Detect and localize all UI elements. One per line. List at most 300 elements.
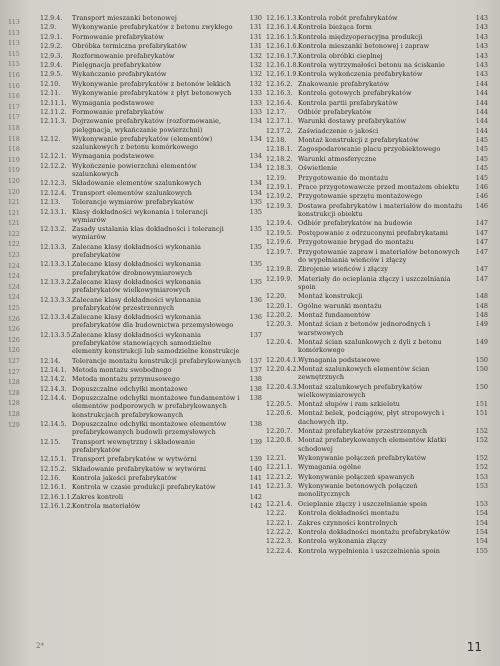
toc-entry-page: 139: [249, 437, 262, 446]
toc-entry-number: 12.17.: [266, 107, 287, 116]
toc-entry-number: 12.9.2.: [40, 42, 63, 51]
toc-entry-page: 135: [249, 278, 262, 287]
toc-entry-title: Kontrola w czasie produkcji prefabrykatów: [72, 483, 216, 492]
toc-entry-title: Składowanie elementów szalunkowych: [72, 179, 202, 188]
toc-entry-title: Wykończenie powierzchni elementów szalunkowych: [72, 161, 197, 179]
toc-entry-number: 12.16.: [40, 473, 61, 482]
toc-entry: [266, 136, 488, 144]
toc-entry-page: 134: [249, 134, 262, 143]
toc-entry: [266, 117, 488, 125]
toc-entry-title: Wykonywanie prefabrykatów z betonów lekkich: [72, 79, 231, 88]
toc-entry: [40, 260, 262, 276]
toc-entry-title: Montaż konstrukcji z prefabrykatów: [298, 136, 419, 145]
toc-entry-number: 12.22.: [266, 509, 287, 518]
toc-entry-page: 134: [249, 188, 262, 197]
toc-entry: [266, 265, 488, 273]
toc-entry-page: 151: [475, 400, 488, 409]
toc-entry-title: Wykonywanie połączeń prefabrykatów: [298, 454, 427, 463]
toc-entry: [40, 483, 262, 491]
margin-page-number: 113: [8, 40, 20, 48]
toc-entry: [266, 89, 488, 97]
toc-entry-page: 137: [249, 356, 262, 365]
toc-entry-page: 136: [249, 313, 262, 322]
toc-entry: [40, 162, 262, 178]
toc-entry-title: Wykonywanie betonowych połączeń monolitycznych: [298, 482, 418, 499]
toc-entry-number: 12.19.3.: [266, 201, 293, 210]
margin-page-number: 124: [8, 283, 20, 291]
toc-entry-number: 12.14.2.: [40, 375, 67, 384]
toc-entry-title: Odbiór prefabrykatów: [298, 107, 372, 116]
toc-entry: [266, 519, 488, 527]
toc-entry-title: Klasy dokładności wykonania i tolerancji wymiarów: [72, 207, 208, 224]
toc-entry-page: 152: [475, 463, 488, 472]
toc-entry-number: 12.16.1.6.: [266, 42, 299, 51]
toc-entry-title: Ocieplanie złączy i uszczelnianie spoin: [298, 499, 428, 508]
toc-entry-title: Postępowanie z odrzuconymi prefabrykatami: [298, 228, 448, 237]
toc-entry-page: 144: [475, 79, 488, 88]
margin-page-number: 118: [8, 124, 20, 132]
toc-entry-title: Znakowanie prefabrykatów: [298, 79, 390, 88]
toc-entry-title: Kontrola wykończenia prefabrykatów: [298, 70, 423, 79]
toc-entry-title: Przygotowanie zapraw i materiałów betonowych do wypełniania wieńców i złączy: [298, 247, 460, 264]
margin-page-number: 115: [8, 50, 20, 58]
toc-entry-number: 12.16.3.: [266, 89, 293, 98]
toc-entry-page: 134: [249, 161, 262, 170]
toc-entry: [266, 23, 488, 31]
toc-entry-title: Kontrola wypełnienia i uszczelnienia spoin: [298, 546, 441, 555]
toc-entry: [40, 296, 262, 312]
toc-entry-page: 142: [249, 492, 262, 501]
margin-page-number: 124: [8, 294, 20, 302]
toc-entry-page: 133: [249, 107, 262, 116]
toc-entry-title: Kontrola wytrzymałości betonu na ściskanie: [298, 60, 445, 69]
margin-page-number: 116: [8, 71, 20, 79]
margin-page-number: 128: [8, 400, 20, 408]
toc-entry-number: 12.12.: [40, 134, 61, 143]
margin-page-number: 116: [8, 82, 20, 90]
toc-entry-number: 12.13.2.: [40, 225, 67, 234]
toc-entry-page: 146: [475, 192, 488, 201]
toc-entry: [40, 225, 262, 241]
margin-page-number: 121: [8, 209, 20, 217]
toc-entry: [266, 292, 488, 300]
toc-entry: [40, 89, 262, 97]
toc-entry-number: 12.16.1.5.: [266, 32, 299, 41]
toc-entry-page: 133: [249, 89, 262, 98]
toc-entry: [40, 313, 262, 329]
toc-entry-page: 137: [249, 365, 262, 374]
toc-entry: [266, 537, 488, 545]
toc-entry: [266, 155, 488, 163]
toc-entry-title: Kontrola robót prefabrykatów: [298, 14, 398, 22]
toc-entry-title: Zaświadczenie o jakości: [298, 126, 379, 135]
toc-entry-page: 150: [475, 364, 488, 373]
toc-entry-number: 12.9.1.: [40, 32, 63, 41]
toc-entry: [266, 509, 488, 517]
toc-entry-title: Tolerancje wymiarów prefabrykatów: [72, 198, 194, 207]
toc-entry-title: Kontrola bieżąca form: [298, 23, 372, 32]
toc-entry: [266, 42, 488, 50]
toc-entry-title: Wykonywanie prefabrykatów (elementów) szalunkowych z betonu komórkowego: [72, 134, 213, 152]
margin-page-number: 115: [8, 61, 20, 69]
toc-entry-number: 12.15.: [40, 437, 61, 446]
toc-entry-number: 12.11.2.: [40, 107, 67, 116]
toc-entry: [266, 436, 488, 452]
toc-entry-title: Montaż fundamentów: [298, 310, 371, 319]
toc-entry: [40, 33, 262, 41]
toc-entry: [40, 14, 262, 22]
margin-page-number: 116: [8, 93, 20, 101]
toc-entry-page: 146: [475, 201, 488, 210]
toc-entry-title: Formowanie prefabrykatów: [72, 32, 164, 41]
toc-entry-number: 12.19.1.: [266, 183, 293, 192]
toc-entry-number: 12.16.1.4.: [266, 23, 299, 32]
toc-entry-title: Dopuszczalne odchyłki montażowe fundamentów i elementów podporowych w prefabrykowanych konstrukcjach prefabrykowanych: [72, 394, 240, 419]
toc-entry: [40, 117, 262, 133]
toc-entry-title: Transport mieszanki betonowej: [72, 14, 177, 22]
toc-entry-page: 144: [475, 107, 488, 116]
toc-entry-page: 141: [249, 473, 262, 482]
toc-entry-number: 12.20.4.: [266, 337, 293, 346]
toc-entry: [266, 14, 488, 22]
toc-entry-number: 12.20.: [266, 292, 287, 301]
toc-entry-number: 12.14.: [40, 356, 61, 365]
toc-entry-number: 12.19.6.: [266, 238, 293, 247]
toc-entry-number: 12.19.7.: [266, 247, 293, 256]
toc-entry: [40, 493, 262, 501]
toc-entry: [40, 70, 262, 78]
toc-entry-number: 12.17.1.: [266, 117, 293, 126]
toc-entry-number: 12.20.1.: [266, 301, 293, 310]
toc-entry: [266, 500, 488, 508]
toc-entry-number: 12.22.4.: [266, 546, 293, 555]
margin-page-number: 122: [8, 241, 20, 249]
toc-entry-number: 12.16.1.8.: [266, 60, 299, 69]
margin-page-number: 113: [8, 19, 20, 26]
margin-page-number: 119: [8, 156, 20, 164]
margin-page-number: 118: [8, 135, 20, 143]
margin-page-number: 124: [8, 273, 20, 281]
toc-entry-number: 12.15.1.: [40, 455, 67, 464]
toc-entry-page: 147: [475, 219, 488, 228]
toc-entry-page: 143: [475, 60, 488, 69]
toc-entry-number: 12.14.3.: [40, 384, 67, 393]
toc-entry-page: 145: [475, 164, 488, 173]
toc-entry: [40, 189, 262, 197]
toc-entry-title: Kontrola wykonania złączy: [298, 537, 387, 546]
toc-entry-page: 135: [249, 207, 262, 216]
toc-entry-page: 135: [249, 260, 262, 269]
toc-entry-page: 130: [249, 14, 262, 22]
toc-entry-number: 12.14.5.: [40, 419, 67, 428]
toc-entry: [40, 80, 262, 88]
toc-entry-number: 12.10.: [40, 79, 61, 88]
margin-page-number: 129: [8, 421, 20, 429]
toc-entry-page: 147: [475, 274, 488, 283]
toc-entry-title: Wykonywanie prefabrykatów z betonu zwykłego: [72, 23, 233, 32]
toc-entry-number: 12.21.1.: [266, 463, 293, 472]
toc-entry: [266, 108, 488, 116]
margin-page-number: 126: [8, 347, 20, 355]
toc-entry: [40, 438, 262, 454]
toc-entry: [40, 198, 262, 206]
toc-entry-number: 12.21.2.: [266, 472, 293, 481]
toc-entry-number: 12.13.3.1.: [40, 260, 73, 269]
toc-entry-number: 12.9.3.: [40, 51, 63, 60]
toc-entry-title: Pielęgnacja prefabrykatów: [72, 60, 162, 69]
toc-entry-number: 12.16.2.: [266, 79, 293, 88]
toc-entry-title: Składowanie prefabrykatów w wytwórni: [72, 464, 207, 473]
toc-entry-title: Przygotowanie do montażu: [298, 173, 389, 182]
toc-entry-number: 12.13.3.5.: [40, 330, 73, 339]
toc-entry-title: Kontrola gotowych prefabrykatów: [298, 89, 412, 98]
margin-page-number: 113: [8, 29, 20, 37]
toc-entry-number: 12.20.3.: [266, 320, 293, 329]
margin-page-number: 123: [8, 252, 20, 260]
margin-page-number: 117: [8, 114, 20, 122]
toc-entry-page: 145: [475, 173, 488, 182]
toc-entry-number: 12.21.4.: [266, 499, 293, 508]
toc-entry-number: 12.16.1.2.: [40, 502, 73, 511]
toc-entry-title: Ogólne warunki montażu: [298, 301, 382, 310]
toc-entry-number: 12.18.: [266, 136, 287, 145]
toc-entry-page: 152: [475, 427, 488, 436]
toc-entry-number: 12.20.4.2.: [266, 364, 299, 373]
margin-page-number: 122: [8, 230, 20, 238]
toc-entry-page: 147: [475, 265, 488, 274]
toc-entry: [266, 547, 488, 555]
toc-entry-page: 143: [475, 32, 488, 41]
toc-entry-number: 12.21.3.: [266, 482, 293, 491]
toc-entry-page: 135: [249, 225, 262, 234]
toc-entry-title: Wykonywanie prefabrykatów z płyt betonowych: [72, 89, 232, 98]
toc-entry-title: Wymagania podstawowe: [298, 355, 381, 364]
toc-entry-title: Montaż szalunkowych elementów ścian zewnętrznych: [298, 364, 430, 382]
toc-entry: [40, 61, 262, 69]
toc-entry-title: Obróbka termiczna prefabrykatów: [72, 42, 187, 51]
toc-entry-title: Kontrola dokładności montażu prefabrykatów: [298, 528, 451, 536]
toc-entry-page: 144: [475, 98, 488, 107]
toc-entry-number: 12.15.2.: [40, 464, 67, 473]
toc-entry-number: 12.16.1.1.: [40, 492, 73, 501]
toc-entry: [266, 52, 488, 60]
margin-page-number: 126: [8, 315, 20, 323]
toc-entry: [40, 179, 262, 187]
toc-entry: [40, 357, 262, 365]
toc-entry-title: Zakres kontroli: [72, 492, 124, 501]
toc-entry-number: 12.14.1.: [40, 365, 67, 374]
toc-entry: [40, 366, 262, 374]
toc-entry-number: 12.13.3.2.: [40, 278, 73, 287]
toc-entry: [266, 356, 488, 364]
toc-entry-page: 143: [475, 42, 488, 51]
toc-entry-page: 131: [249, 23, 262, 32]
toc-entry-number: 12.13.: [40, 198, 61, 207]
toc-entry: [266, 183, 488, 191]
toc-entry-number: 12.11.: [40, 89, 61, 98]
toc-entry-page: 144: [475, 89, 488, 98]
toc-entry-page: 134: [249, 117, 262, 126]
toc-entry-number: 12.19.2.: [266, 192, 293, 201]
toc-entry-title: Transport wewnętrzny i składowanie prefabrykatów: [72, 437, 196, 454]
toc-entry-title: Materiały do ocieplania złączy i uszczelniania spoin: [298, 274, 451, 291]
toc-entry-number: 12.16.1.: [40, 483, 67, 492]
toc-entry-page: 148: [475, 301, 488, 310]
margin-page-number: 128: [8, 410, 20, 418]
toc-entry-title: Dojrzewanie prefabrykatów (rozformowanie, pielęgnacja, wykańczanie powierzchni): [72, 117, 222, 134]
toc-entry-title: Dopuszczalne odchyłki montażowe: [72, 384, 188, 393]
toc-entry-title: Zakres czynności kontrolnych: [298, 518, 398, 527]
toc-entry: [266, 248, 488, 264]
toc-entry-title: Tolerancje montażu konstrukcji prefabrykowanych: [72, 356, 242, 365]
toc-entry: [266, 311, 488, 319]
toc-entry: [40, 394, 262, 419]
toc-entry-page: 131: [249, 42, 262, 51]
toc-entry: [266, 409, 488, 425]
toc-entry-number: 12.19.5.: [266, 228, 293, 237]
toc-entry: [266, 174, 488, 182]
toc-entry-page: 131: [249, 32, 262, 41]
left-margin-numbers: [8, 18, 32, 431]
toc-entry-page: 145: [475, 145, 488, 154]
toc-entry-page: 154: [475, 518, 488, 527]
toc-entry-title: Przygotowanie brygad do montażu: [298, 238, 414, 247]
toc-entry-number: 12.18.2.: [266, 154, 293, 163]
toc-entry-page: 138: [249, 419, 262, 428]
toc-entry-number: 12.18.1.: [266, 145, 293, 154]
toc-entry: [266, 99, 488, 107]
toc-entry-page: 133: [249, 98, 262, 107]
toc-entry-number: 12.22.1.: [266, 518, 293, 527]
margin-page-number: 120: [8, 177, 20, 185]
toc-entry: [40, 152, 262, 160]
toc-entry-title: Przygotowanie sprzętu montażowego: [298, 192, 423, 201]
toc-entry: [266, 33, 488, 41]
toc-entry: [266, 219, 488, 227]
toc-entry: [40, 474, 262, 482]
toc-entry-number: 12.16.1.7.: [266, 51, 299, 60]
toc-entry-number: 12.13.3.4.: [40, 313, 73, 322]
toc-entry: [266, 473, 488, 481]
toc-entry-number: 12.16.4.: [266, 98, 293, 107]
toc-entry-title: Dopuszczalne odchyłki montażowe elementów prefabrykowanych budowli przemysłowych: [72, 419, 227, 437]
toc-entry: [266, 400, 488, 408]
toc-entry: [40, 375, 262, 383]
toc-entry-title: Formowanie prefabrykatów: [72, 107, 164, 116]
toc-entry-page: 150: [475, 382, 488, 391]
toc-entry-title: Kontrola obróbki cieplnej: [298, 51, 383, 60]
page-number: 11: [466, 640, 482, 654]
toc-entry-number: 12.12.1.: [40, 152, 67, 161]
toc-entry-page: 138: [249, 375, 262, 384]
margin-page-number: 127: [8, 368, 20, 376]
toc-entry-title: Zbrojenie wieńców i złączy: [298, 265, 388, 274]
toc-entry: [266, 427, 488, 435]
toc-entry-number: 12.13.3.: [40, 242, 67, 251]
toc-entry-page: 134: [249, 152, 262, 161]
toc-entry: [266, 238, 488, 246]
toc-entry-number: 12.12.2.: [40, 161, 67, 170]
toc-entry-title: Montaż ścian szalunkowych z dyli z betonu komórkowego: [298, 337, 442, 355]
toc-entry-number: 12.20.4.1.: [266, 355, 299, 364]
toc-entry-page: 144: [475, 126, 488, 135]
toc-entry-page: 143: [475, 23, 488, 32]
toc-entry: [40, 331, 262, 356]
margin-page-number: 126: [8, 336, 20, 344]
toc-entry-number: 12.17.2.: [266, 126, 293, 135]
toc-entry-title: Odbiór prefabrykatów na budowie: [298, 219, 413, 228]
toc-entry-page: 135: [249, 242, 262, 251]
toc-entry: [40, 465, 262, 473]
toc-entry-number: 12.14.4.: [40, 394, 67, 403]
toc-entry: [266, 145, 488, 153]
toc-entry-page: 152: [475, 436, 488, 445]
margin-page-number: 126: [8, 326, 20, 334]
toc-entry-title: Zalecane klasy dokładności wykonania prefabrykatów wielkowymiarowych: [72, 278, 202, 295]
toc-entry-page: 147: [475, 228, 488, 237]
toc-entry-title: Metoda montażu swobodnego: [72, 365, 172, 374]
toc-entry-page: 138: [249, 384, 262, 393]
toc-entry-number: 12.22.2.: [266, 528, 293, 536]
toc-entry-title: Wymagania podstawowe: [72, 98, 155, 107]
toc-entry: [266, 127, 488, 135]
toc-column-left: [40, 14, 262, 511]
toc-entry-title: Zalecane klasy dokładności wykonania prefabrykatów stanowiących samodzielne elementy konstrukcji lub samodzielne konstrukcje: [72, 330, 240, 356]
toc-entry-title: Montaż belek, podciągów, płyt stropowych i dachowych itp.: [298, 409, 445, 426]
toc-entry-page: 149: [475, 320, 488, 329]
toc-column-right: [266, 14, 488, 556]
toc-entry-number: 12.18.3.: [266, 164, 293, 173]
toc-entry: [40, 42, 262, 50]
toc-entry-title: Metoda montażu przymusowego: [72, 375, 180, 384]
toc-entry-number: 12.9.4.: [40, 14, 63, 22]
toc-entry-page: 132: [249, 51, 262, 60]
toc-entry-page: 148: [475, 310, 488, 319]
toc-entry-page: 143: [475, 51, 488, 60]
toc-entry-page: 142: [249, 502, 262, 511]
toc-entry: [266, 463, 488, 471]
toc-entry-number: 12.19.9.: [266, 274, 293, 283]
toc-entry-number: 12.13.3.3.: [40, 295, 73, 304]
toc-entry-number: 12.20.2.: [266, 310, 293, 319]
toc-entry-title: Montaż słupów i ram szkieletu: [298, 400, 400, 409]
toc-entry-title: Montaż konstrukcji: [298, 292, 363, 301]
toc-entry-title: Kontrola jakości prefabrykatów: [72, 473, 177, 482]
toc-entry-title: Wymagania ogólne: [298, 463, 362, 472]
toc-entry-number: 12.20.8.: [266, 436, 293, 445]
toc-entry-page: 150: [475, 355, 488, 364]
toc-entry-page: 147: [475, 247, 488, 256]
toc-entry-number: 12.19.4.: [266, 219, 293, 228]
toc-entry-page: 132: [249, 60, 262, 69]
toc-entry-title: Prace przygotowawcze przed montażem obiektu: [298, 183, 460, 192]
toc-entry: [266, 192, 488, 200]
toc-entry-number: 12.16.1.3.: [266, 14, 299, 22]
toc-entry: [266, 164, 488, 172]
toc-entry-page: 141: [249, 483, 262, 492]
toc-entry-title: Kontrola partii prefabrykatów: [298, 98, 398, 107]
toc-entry-title: Montaż prefabrykatów przestrzennych: [298, 427, 428, 436]
toc-entry-number: 12.12.3.: [40, 179, 67, 188]
toc-entry: [266, 338, 488, 354]
toc-entry-page: 152: [475, 454, 488, 463]
toc-entry-page: 139: [249, 455, 262, 464]
toc-entry-number: 12.19.8.: [266, 265, 293, 274]
toc-entry-page: 153: [475, 499, 488, 508]
toc-entry: [266, 320, 488, 336]
margin-page-number: 120: [8, 188, 20, 196]
toc-entry: [266, 482, 488, 498]
